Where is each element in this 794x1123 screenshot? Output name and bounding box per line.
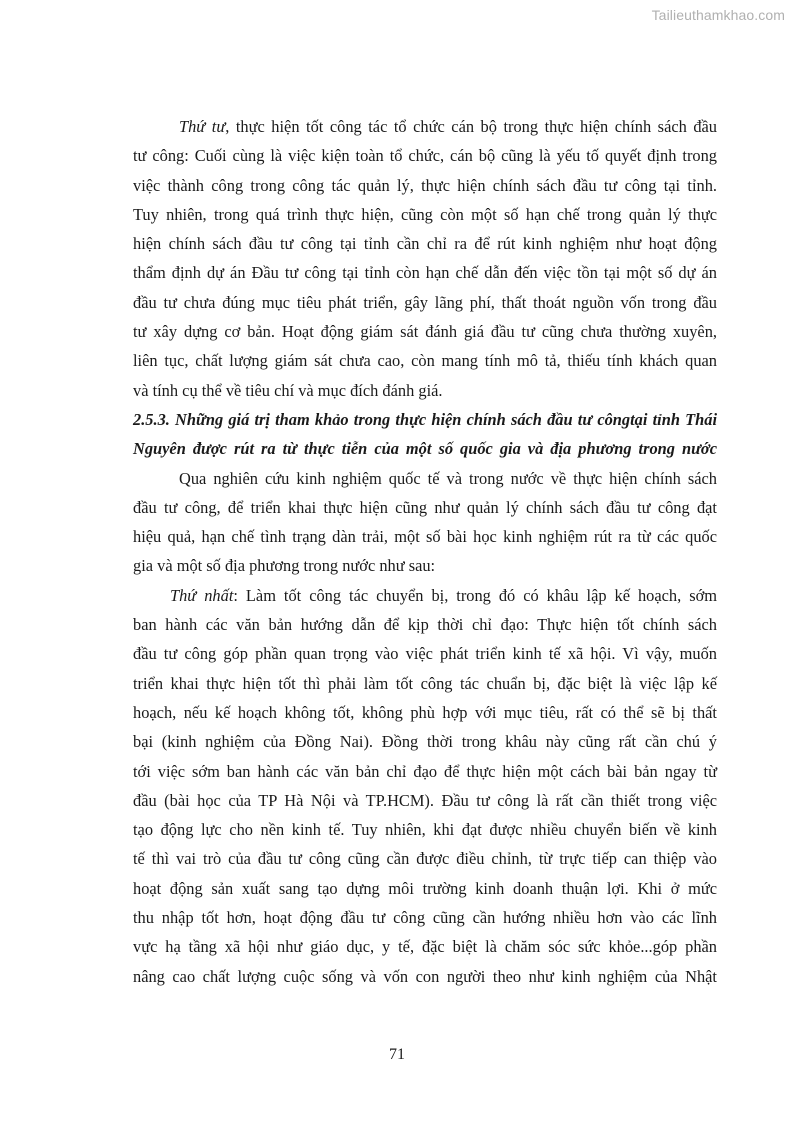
text-line: đầu tư công góp phần quan trọng vào việc phát triển kinh tế xã hội. Vì vậy, muốn bbox=[133, 644, 717, 664]
text-line: vực hạ tầng xã hội như giáo dục, y tế, đặc biệt là chăm sóc sức khỏe...góp phần bbox=[133, 937, 717, 957]
text-line: hoạch, nếu kế hoạch không tốt, không phù hợp với mục tiêu, rất có thể sẽ bị thất bbox=[133, 702, 717, 722]
text-line: việc thành công trong công tác quản lý, thực hiện chính sách đầu tư công tại tỉnh. bbox=[133, 175, 717, 195]
lead-italic-thu-nhat: Thứ nhất bbox=[170, 585, 234, 605]
text-line: đầu tư công, để triển khai thực hiện cũng như quản lý chính sách đầu tư công đạt bbox=[133, 497, 717, 517]
text-line: Qua nghiên cứu kinh nghiệm quốc tế và trong nước về thực hiện chính sách bbox=[179, 468, 717, 488]
text-line: hoạt động sản xuất sang tạo dựng môi trường kinh doanh thuận lợi. Khi ở mức bbox=[133, 878, 717, 898]
text-line: Tuy nhiên, trong quá trình thực hiện, cũng còn một số hạn chế trong quản lý thực bbox=[133, 204, 717, 224]
paragraph-thu-tu bbox=[133, 112, 717, 405]
paragraph-thu-nhat bbox=[133, 581, 717, 991]
text-line: triển khai thực hiện tốt thì phải làm tốt công tác chuẩn bị, đặc biệt là việc lập kế bbox=[133, 673, 717, 693]
text-line: tư xây dựng cơ bản. Hoạt động giám sát đánh giá đầu tư cũng chưa thường xuyên, bbox=[133, 322, 717, 342]
document-body bbox=[133, 112, 717, 991]
paragraph-intro bbox=[133, 464, 717, 581]
text-line: và tính cụ thể về tiêu chí và mục đích đánh giá. bbox=[133, 380, 443, 400]
text-line: nâng cao chất lượng cuộc sống và vốn con người theo như kinh nghiệm của Nhật bbox=[133, 966, 717, 986]
text-line: hiện chính sách đầu tư công tại tỉnh cần chỉ ra để rút kinh nghiệm như hoạt động bbox=[133, 234, 717, 254]
text-line: gia và một số địa phương trong nước như sau: bbox=[133, 556, 436, 576]
watermark: Tailieuthamkhao.com bbox=[651, 7, 785, 23]
text-line: thẩm định dự án Đầu tư công tại tỉnh còn hạn chế dẫn đến việc tồn tại một số dự án bbox=[133, 263, 717, 283]
text-line: tư công: Cuối cùng là việc kiện toàn tổ chức, cán bộ cũng là yếu tố quyết định trong bbox=[133, 146, 717, 166]
text-line: tạo động lực cho nền kinh tế. Tuy nhiên, khi đạt được nhiều chuyển biến về kinh bbox=[133, 820, 717, 840]
text-line: hiệu quả, hạn chế tình trạng dàn trải, một số bài học kinh nghiệm rút ra từ các quốc bbox=[133, 527, 717, 547]
text-line: thu nhập tốt hơn, hoạt động đầu tư công cũng cần hướng nhiều hơn vào các lĩnh bbox=[133, 908, 717, 928]
text-line: Thứ tư, thực hiện tốt công tác tổ chức cán bộ trong thực hiện chính sách đầu bbox=[179, 117, 717, 136]
section-heading-2-5-3 bbox=[133, 405, 717, 464]
lead-italic-thu-tu: Thứ tư bbox=[179, 117, 226, 136]
page-number: 71 bbox=[389, 1046, 405, 1063]
text-line: liên tục, chất lượng giám sát chưa cao, còn mang tính mô tả, thiếu tính khách quan bbox=[133, 351, 717, 371]
text-line: tế thì vai trò của đầu tư công cũng cần được điều chỉnh, từ trực tiếp can thiệp vào bbox=[133, 849, 717, 869]
heading-line: 2.5.3. Những giá trị tham khảo trong thực hiện chính sách đầu tư côngtại tỉnh Thái bbox=[133, 409, 717, 429]
text-line: Thứ nhất: Làm tốt công tác chuyển bị, trong đó có khâu lập kế hoạch, sớm bbox=[170, 585, 717, 605]
text-line: đầu (bài học của TP Hà Nội và TP.HCM). Đầu tư công là rất cần thiết trong việc bbox=[133, 790, 717, 810]
heading-line: Nguyên được rút ra từ thực tiễn của một số quốc gia và địa phương trong nước bbox=[133, 439, 717, 459]
text-line: tới việc sớm ban hành các văn bản chỉ đạo để thực hiện một cách bài bản ngay từ bbox=[133, 761, 717, 781]
text-line: ban hành các văn bản hướng dẫn để kịp thời chỉ đạo: Thực hiện tốt chính sách bbox=[133, 615, 717, 635]
text-line: đầu tư chưa đúng mục tiêu phát triển, gây lãng phí, thất thoát nguồn vốn trong đầu bbox=[133, 292, 717, 312]
text-line: bại (kinh nghiệm của Đồng Nai). Đồng thời trong khâu này cũng rất cần chú ý bbox=[133, 732, 717, 752]
